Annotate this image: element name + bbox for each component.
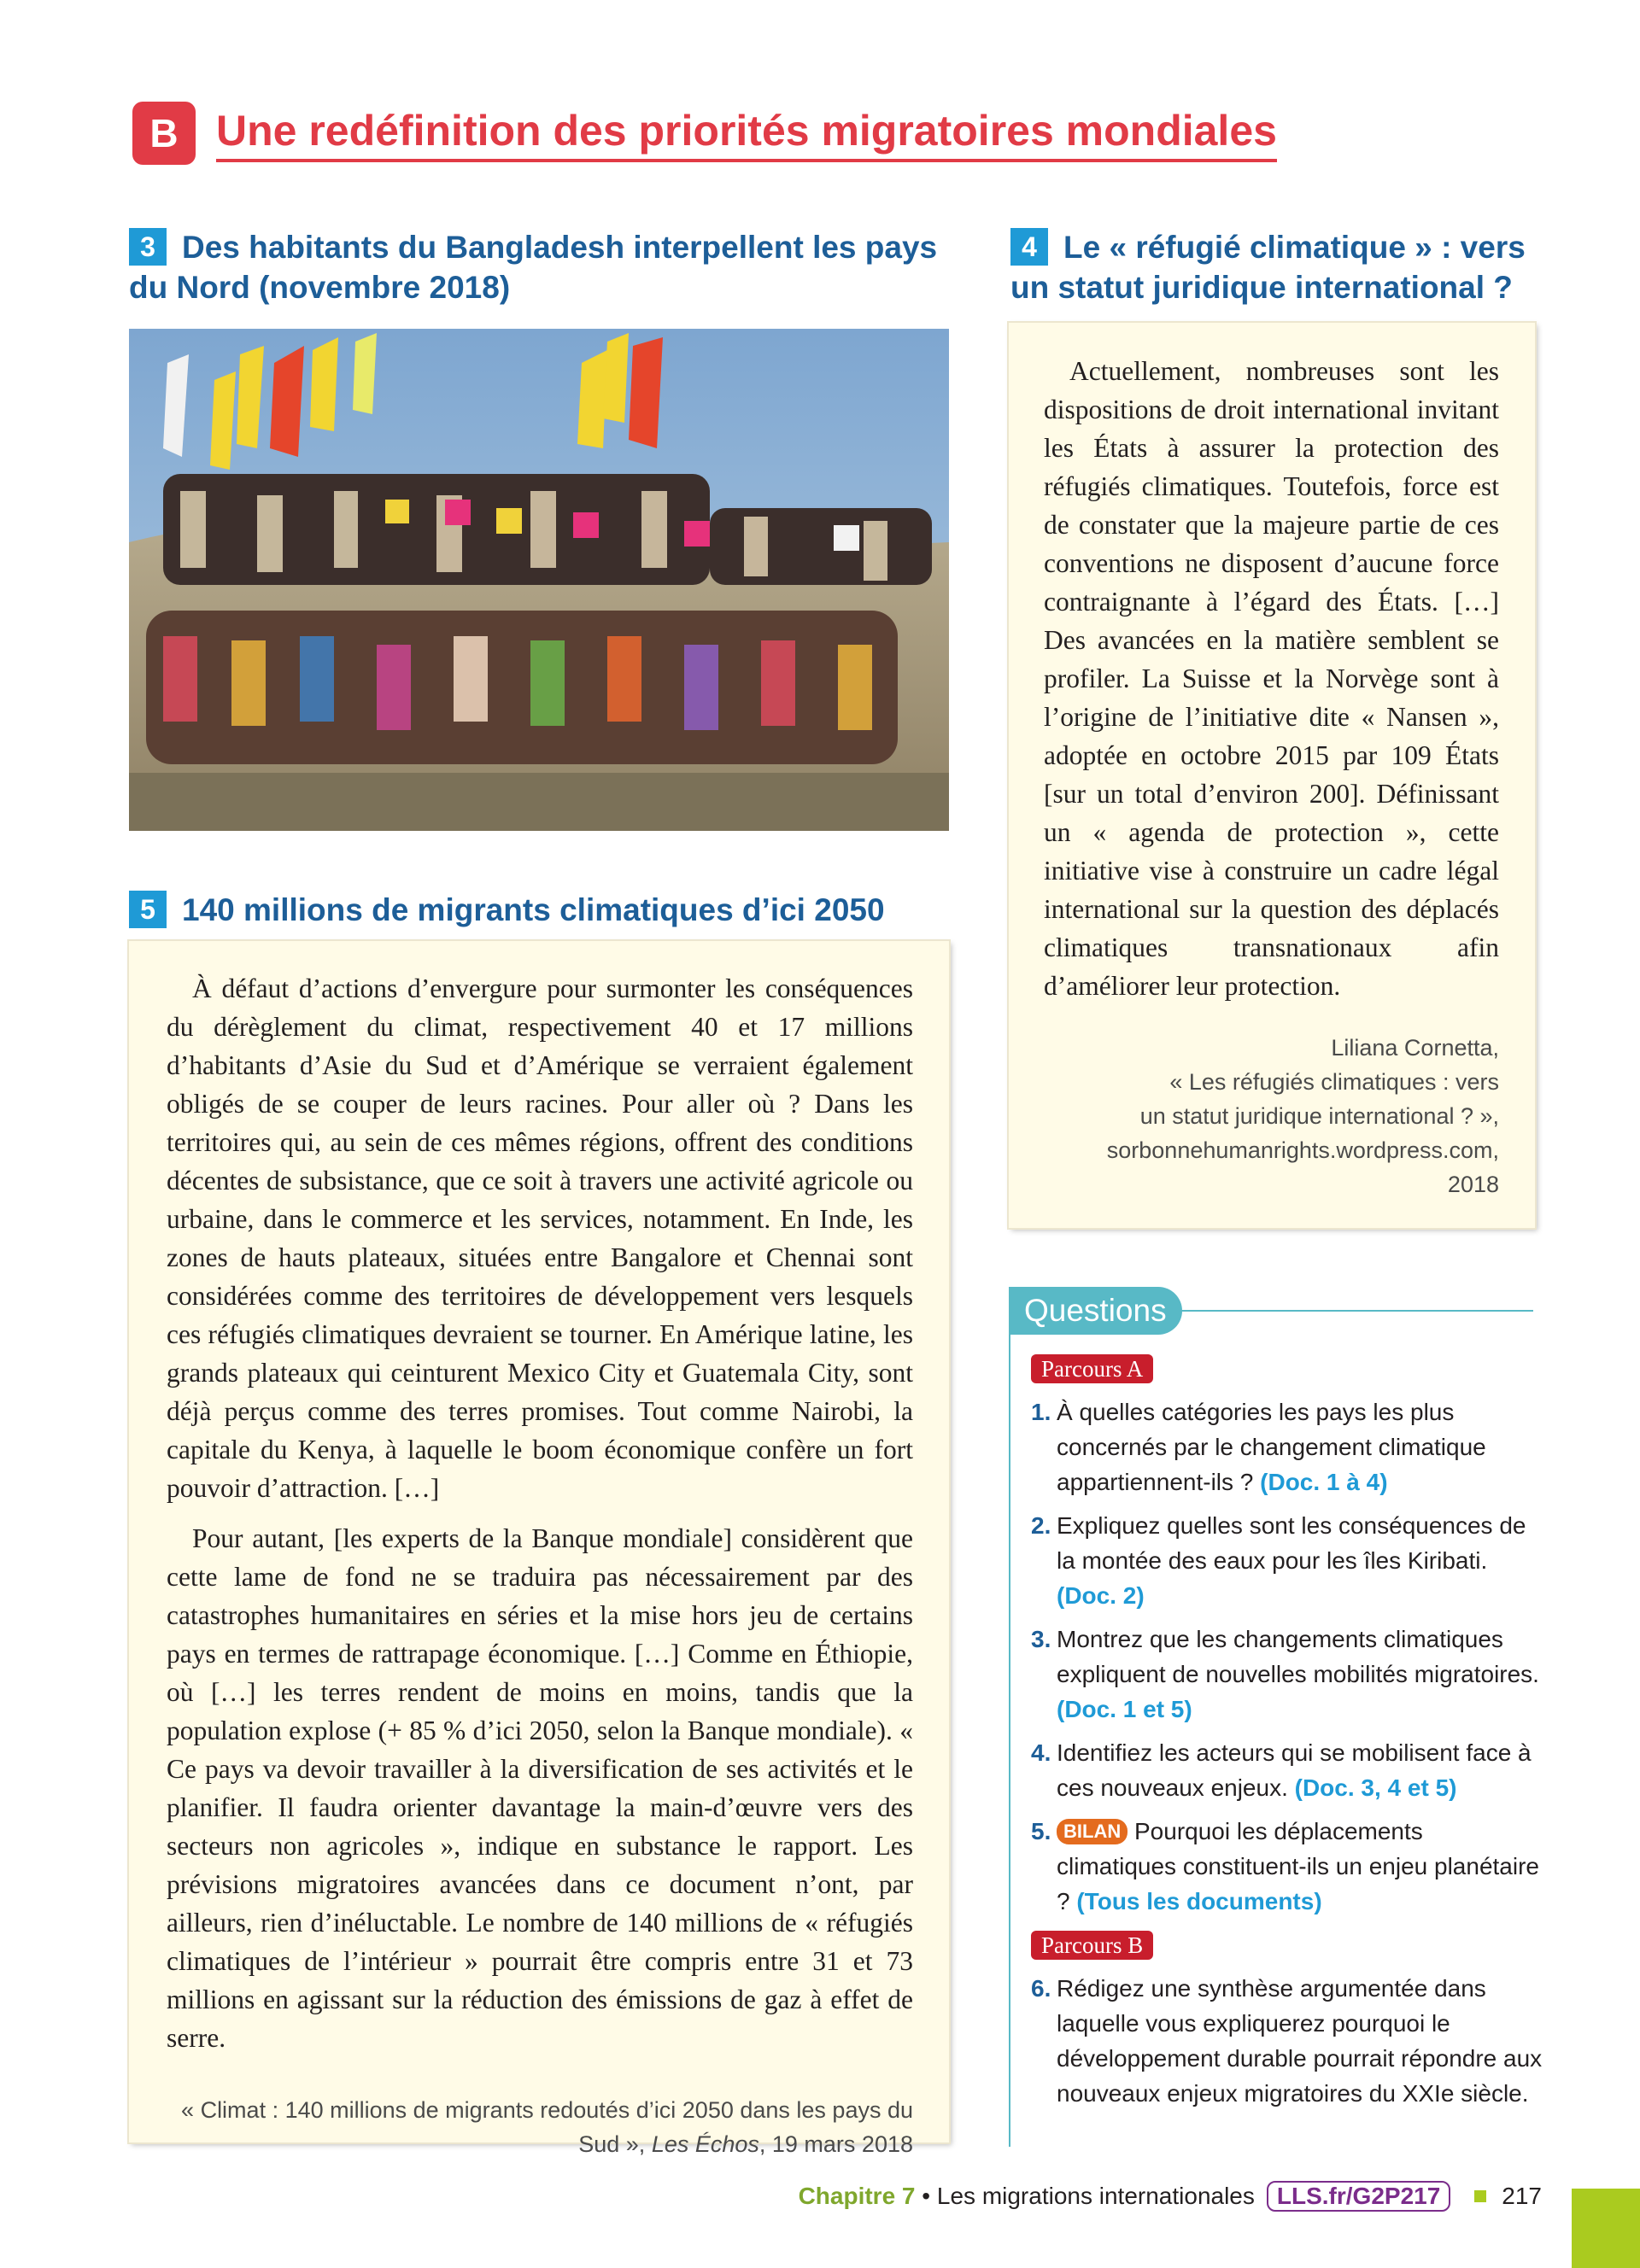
doc5-heading (129, 890, 949, 930)
doc5-source-publication: Les Échos (651, 2131, 759, 2157)
doc4-source-line: 2018 (1447, 1172, 1499, 1197)
question-doc-ref: (Doc. 1 à 4) (1260, 1469, 1388, 1495)
doc4-number: 4 (1010, 228, 1048, 266)
footer-color-bar (1572, 2189, 1640, 2268)
doc3-number: 3 (129, 228, 167, 266)
question-number: 5. (1031, 1818, 1051, 1844)
question-text: Montrez que les changements climatiques expliquent de nouvelles mobilités migratoires. (1057, 1626, 1539, 1687)
doc5-textbox (129, 941, 949, 2157)
question-text: Pourquoi les déplacements climatiques constituent-ils un enjeu planétaire ? (1057, 1818, 1539, 1914)
doc5-source-title: « Climat : 140 millions de migrants redoutés d’ici 2050 dans les pays du Sud », (181, 2097, 913, 2157)
question-text: À quelles catégories les pays les plus concernés par le changement climatique appartiennent-ils ? (1057, 1399, 1486, 1495)
page-footer (799, 2179, 1542, 2213)
section-title: Une redéfinition des priorités migratoires mondiales (216, 104, 1277, 162)
doc3-heading (129, 227, 949, 307)
doc4-body (1044, 352, 1499, 1005)
question-item (1031, 1814, 1543, 1919)
question-number: 3. (1031, 1626, 1051, 1652)
question-doc-ref: (Doc. 1 et 5) (1057, 1696, 1192, 1722)
page-number: 217 (1502, 2183, 1542, 2209)
question-text: Rédigez une synthèse argumentée dans laquelle vous expliquerez pourquoi le développement durable pourrait répondre aux nouveaux enjeux migratoires du XXIe siècle. (1057, 1975, 1543, 2107)
doc5-body (167, 969, 913, 2057)
question-item (1031, 1508, 1543, 1613)
parcours-a-badge: Parcours A (1031, 1354, 1153, 1383)
question-number: 6. (1031, 1975, 1051, 2002)
section-letter-badge: B (132, 102, 196, 165)
section-header (132, 101, 1277, 166)
question-item (1031, 1394, 1543, 1499)
question-item (1031, 1622, 1543, 1727)
questions-rule-left (1009, 1334, 1010, 2147)
questions-tab: Questions (1009, 1287, 1182, 1335)
doc5-number: 5 (129, 891, 167, 928)
doc5-source (167, 2093, 913, 2161)
questions-list (1031, 1351, 1543, 2111)
bilan-badge: BILAN (1057, 1819, 1128, 1844)
doc5-title: 140 millions de migrants climatiques d’ici 2050 (182, 892, 885, 927)
doc4-source-line: Liliana Cornetta, (1331, 1035, 1499, 1061)
doc4-heading (1010, 227, 1540, 307)
bangladesh-protest-photo (129, 329, 949, 831)
question-text: Expliquez quelles sont les conséquences de la montée des eaux pour les îles Kiribati. (1057, 1512, 1526, 1574)
doc5-paragraph-1: À défaut d’actions d’envergure pour surmonter les conséquences du dérèglement du climat, respectivement 40 et 17 millions d’habitants d’Asie du Sud et d’Amérique se verraient également obligés de se couper de leurs racines. Pour aller où ? Dans les territoires qui, au sein de ces mêmes régions, offrent des conditions décentes de subsistance, que ce soit à travers une activité agricole ou urbaine, dans le commerce et les services, notamment. En Inde, les zones de hauts plateaux, situées entre Bangalore et Chennai sont considérées comme des territoires de développement vers lesquels ces réfugiés climatiques devraient se tourner. En Amérique latine, les grands plateaux qui ceinturent Mexico City et Guatemala City, sont déjà perçus comme des terres promises. Tout comme Nairobi, la capitale du Kenya, à laquelle le boom économique confère un fort pouvoir d’attraction. […] (167, 973, 913, 1503)
doc4-source-line: « Les réfugiés climatiques : vers (1169, 1069, 1499, 1095)
doc4-textbox (1009, 323, 1535, 1228)
question-doc-ref: (Doc. 2) (1057, 1582, 1145, 1609)
questions-rule (1179, 1310, 1533, 1312)
doc3-title: Des habitants du Bangladesh interpellent les pays du Nord (novembre 2018) (129, 230, 938, 305)
question-number: 2. (1031, 1512, 1051, 1539)
question-item (1031, 1735, 1543, 1805)
parcours-b-badge: Parcours B (1031, 1931, 1153, 1960)
footer-chapter: Chapitre 7 (798, 2183, 916, 2209)
footer-lls-link[interactable]: LLS.fr/G2P217 (1267, 2181, 1450, 2212)
doc5-source-date: , 19 mars 2018 (758, 2131, 913, 2157)
footer-chapter-title: Les migrations internationales (936, 2183, 1255, 2209)
question-number: 1. (1031, 1399, 1051, 1425)
footer-square-icon (1474, 2190, 1486, 2202)
doc4-source (1044, 1031, 1499, 1201)
question-text: Identifiez les acteurs qui se mobilisent face à ces nouveaux enjeux. (1057, 1739, 1532, 1801)
doc4-source-line: sorbonnehumanrights.wordpress.com, (1106, 1137, 1499, 1163)
question-item (1031, 1971, 1543, 2111)
footer-separator: • (915, 2183, 937, 2209)
doc4-paragraph: Actuellement, nombreuses sont les dispositions de droit international invitant les États à assurer la protection des réfugiés climatiques. Toutefois, force est de constater que la majeure partie de ces conventions ne disposent d’aucune force contraignante à l’égard des États. […] Des avancées en la matière semblent se profiler. La Suisse et la Norvège sont à l’origine de l’initiative dite « Nansen », adoptée en octobre 2015 par 109 États [sur un total d’environ 200]. Définissant un « agenda de protection », cette initiative vise à construire un cadre légal international sur la question des déplacés climatiques transnationaux afin d’améliorer leur protection. (1044, 356, 1499, 1001)
doc4-source-line: un statut juridique international ? », (1139, 1103, 1499, 1129)
doc5-paragraph-2: Pour autant, [les experts de la Banque mondiale] considèrent que cette lame de fond ne se traduira pas nécessairement par des catastrophes humanitaires en séries et la mise hors jeu de certains pays en termes de rattrapage économique. […] Comme en Éthiopie, où […] les terres rendent de moins en moins, tandis que la population explose (+ 85 % d’ici 2050, selon la Banque mondiale). « Ce pays va devoir travailler à la diversification de ses activités et le planifier. Il faudra orienter davantage la main-d’œuvre vers des secteurs non agricoles », indique en substance le rapport. Les prévisions migratoires avancées dans ce document n’ont, par ailleurs, rien d’inéluctable. Le nombre de 140 millions de « réfugiés climatiques de l’intérieur » pourrait être compris entre 31 et 73 millions en agissant sur la réduction des émissions de gaz à effet de serre. (167, 1523, 913, 2053)
question-doc-ref: (Tous les documents) (1076, 1888, 1322, 1914)
question-doc-ref: (Doc. 3, 4 et 5) (1294, 1774, 1457, 1801)
question-number: 4. (1031, 1739, 1051, 1766)
doc4-title: Le « réfugié climatique » : vers un statut juridique international ? (1010, 230, 1526, 305)
